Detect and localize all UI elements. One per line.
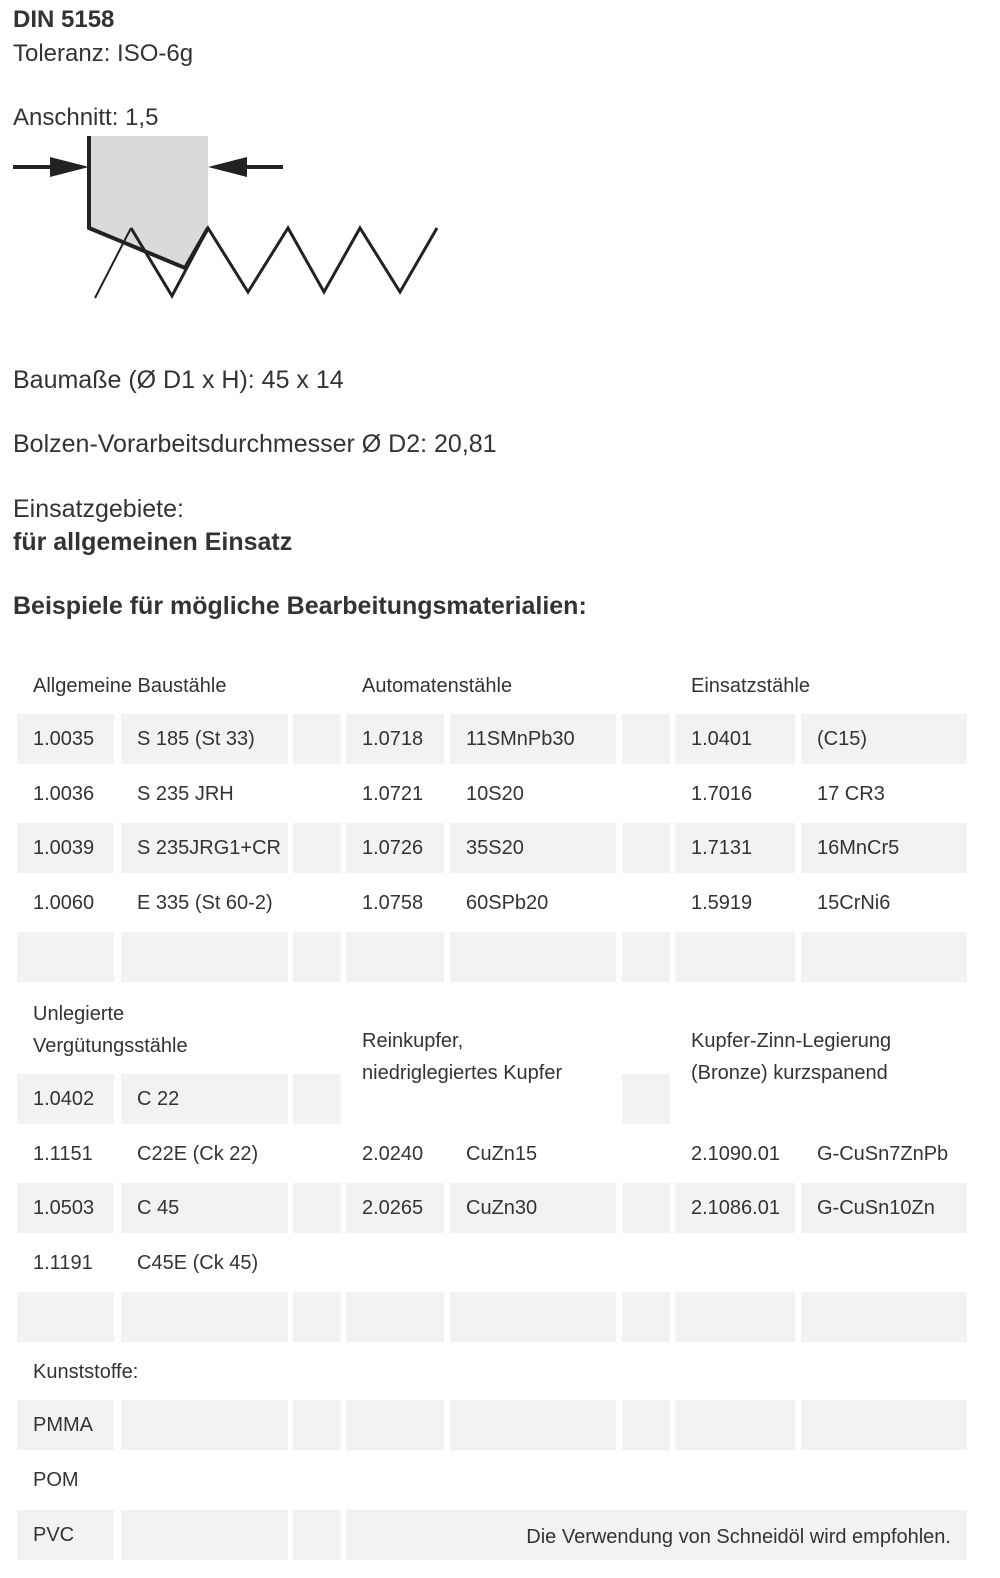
section-heading: niedriglegiertes Kupfer	[362, 1062, 563, 1084]
section-heading: Unlegierte	[33, 1003, 125, 1025]
plastic-name: PMMA	[17, 1400, 114, 1450]
table-cell	[346, 1400, 444, 1450]
einsatz-value: für allgemeinen Einsatz	[13, 528, 293, 556]
cutting-oil-note: Die Verwendung von Schneidöl wird empfohlen.	[526, 1526, 951, 1548]
table-cell: 1.0401	[675, 714, 795, 764]
table-cell: 60SPb20	[466, 892, 549, 914]
table-cell: C45E (Ck 45)	[137, 1252, 259, 1274]
table-cell: 1.0718	[346, 714, 444, 764]
table-cell	[450, 1400, 616, 1450]
table-cell: 1.0060	[33, 892, 95, 914]
table-cell	[293, 714, 341, 764]
table-cell: 1.1151	[33, 1143, 93, 1165]
table-cell: 1.0035	[17, 714, 114, 764]
table-cell	[293, 878, 341, 928]
table-cell	[622, 1074, 670, 1124]
section-heading: Einsatzstähle	[691, 675, 810, 697]
table-cell	[121, 932, 288, 982]
section-heading: Automatenstähle	[362, 675, 513, 697]
table-cell	[622, 1238, 670, 1288]
table-cell: 16MnCr5	[801, 823, 967, 873]
table-cell	[293, 823, 341, 873]
table-cell: 1.0039	[17, 823, 114, 873]
table-cell: 1.0402	[17, 1074, 114, 1124]
section-heading: Reinkupfer,	[362, 1030, 464, 1052]
table-cell	[675, 932, 795, 982]
table-cell	[450, 932, 616, 982]
table-cell: 2.0265	[346, 1183, 444, 1233]
plastic-name: POM	[33, 1469, 79, 1491]
table-cell	[801, 1292, 967, 1342]
table-cell	[450, 1292, 616, 1342]
anschnitt-text: Anschnitt: 1,5	[13, 104, 159, 131]
table-cell	[121, 1400, 288, 1450]
die-chamfer-shape	[89, 136, 208, 268]
table-cell	[675, 1400, 795, 1450]
section-heading: (Bronze) kurzspanend	[691, 1062, 888, 1084]
tolerance-text: Toleranz: ISO-6g	[13, 40, 194, 67]
table-cell: 1.1191	[33, 1252, 93, 1274]
plastic-name: PVC	[17, 1510, 114, 1560]
section-heading: Kupfer-Zinn-Legierung	[691, 1030, 892, 1052]
table-cell: 11SMnPb30	[450, 714, 616, 764]
table-cell	[622, 1183, 670, 1233]
table-cell	[346, 1238, 444, 1288]
section-heading: Kunststoffe:	[33, 1361, 139, 1383]
table-cell: (C15)	[801, 714, 967, 764]
table-cell	[801, 1455, 967, 1505]
product-title: DIN 5158	[13, 6, 115, 33]
table-cell	[675, 1292, 795, 1342]
table-cell	[622, 1400, 670, 1450]
table-cell: 1.7131	[675, 823, 795, 873]
table-cell	[293, 769, 341, 819]
table-cell	[121, 1292, 288, 1342]
table-cell: S 235JRG1+CR	[121, 823, 288, 873]
table-cell	[801, 1238, 967, 1288]
table-cell	[622, 878, 670, 928]
table-cell: 1.0036	[33, 783, 95, 805]
table-cell	[17, 1292, 114, 1342]
bolzen-text: Bolzen-Vorarbeitsdurchmesser Ø D2: 20,81	[13, 430, 497, 458]
table-cell	[293, 1074, 341, 1124]
table-cell: 1.0726	[346, 823, 444, 873]
table-cell: 2.1086.01	[675, 1183, 795, 1233]
table-cell	[801, 1400, 967, 1450]
table-cell: 15CrNi6	[817, 892, 891, 914]
right-arrow-head	[208, 157, 247, 177]
table-cell	[622, 769, 670, 819]
table-cell	[293, 1183, 341, 1233]
table-cell	[622, 932, 670, 982]
table-cell: E 335 (St 60-2)	[137, 892, 273, 914]
table-cell: C 45	[121, 1183, 288, 1233]
table-cell: C22E (Ck 22)	[137, 1143, 259, 1165]
table-cell: 10S20	[466, 783, 524, 805]
table-cell	[622, 1129, 670, 1179]
table-cell: 35S20	[450, 823, 616, 873]
table-cell: 2.0240	[362, 1143, 424, 1165]
table-cell	[675, 1238, 795, 1288]
table-cell: G-CuSn7ZnPb	[817, 1143, 949, 1165]
section-heading: Allgemeine Baustähle	[33, 675, 227, 697]
table-cell: 1.0503	[17, 1183, 114, 1233]
table-cell: 1.7016	[691, 783, 753, 805]
table-cell: G-CuSn10Zn	[801, 1183, 967, 1233]
table-cell	[293, 1238, 341, 1288]
table-cell	[346, 1292, 444, 1342]
table-cell: S 235 JRH	[137, 783, 234, 805]
table-cell	[622, 1292, 670, 1342]
table-cell: 17 CR3	[817, 783, 885, 805]
table-cell	[622, 714, 670, 764]
table-cell	[293, 1510, 341, 1560]
table-cell: S 185 (St 33)	[121, 714, 288, 764]
table-cell: CuZn30	[450, 1183, 616, 1233]
table-cell: 1.5919	[691, 892, 753, 914]
table-cell: 1.0721	[362, 783, 424, 805]
thread-chamfer-diagram	[0, 0, 1000, 330]
left-arrow-head	[50, 157, 89, 177]
table-cell	[293, 1455, 341, 1505]
table-cell: 2.1090.01	[691, 1143, 780, 1165]
table-cell	[293, 1400, 341, 1450]
table-cell	[293, 932, 341, 982]
table-cell	[121, 1510, 288, 1560]
table-cell	[622, 1455, 670, 1505]
examples-heading: Beispiele für mögliche Bearbeitungsmaterialien:	[13, 592, 587, 620]
table-cell: CuZn15	[466, 1143, 538, 1165]
table-cell	[346, 932, 444, 982]
table-cell	[17, 932, 114, 982]
table-cell	[450, 1238, 616, 1288]
table-cell	[622, 823, 670, 873]
table-cell	[121, 1455, 288, 1505]
table-cell: 1.0758	[362, 892, 424, 914]
section-heading: Vergütungsstähle	[33, 1035, 188, 1057]
table-cell	[450, 1455, 616, 1505]
table-cell	[801, 932, 967, 982]
table-cell	[293, 1292, 341, 1342]
baumasse-text: Baumaße (Ø D1 x H): 45 x 14	[13, 366, 344, 394]
table-cell: C 22	[121, 1074, 288, 1124]
table-cell	[346, 1455, 444, 1505]
einsatz-label: Einsatzgebiete:	[13, 495, 184, 523]
table-cell	[293, 1129, 341, 1179]
table-cell	[675, 1455, 795, 1505]
